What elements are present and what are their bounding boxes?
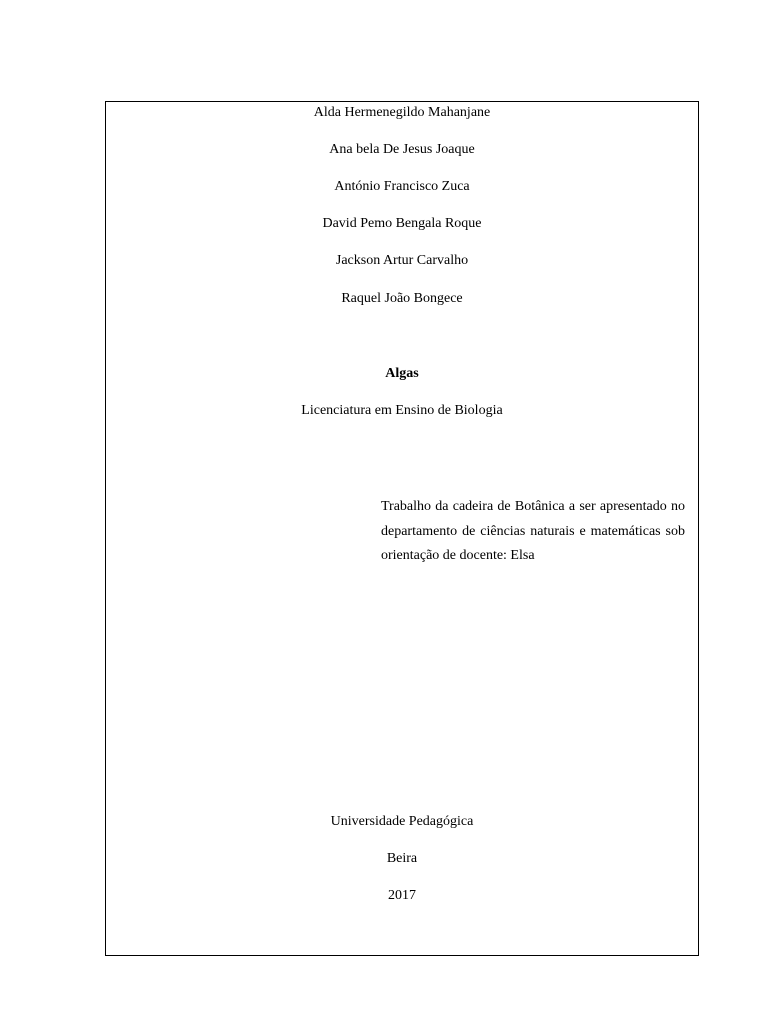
- document-title: Algas: [385, 366, 419, 381]
- author-2: Ana bela De Jesus Joaque: [329, 142, 475, 157]
- author-1: Alda Hermenegildo Mahanjane: [313, 105, 491, 120]
- author-3: António Francisco Zuca: [334, 179, 470, 194]
- page-border: [105, 101, 699, 956]
- author-5: Jackson Artur Carvalho: [335, 253, 469, 268]
- year: 2017: [388, 888, 416, 903]
- abstract-paragraph: Trabalho da cadeira de Botânica a ser apresentado no departamento de ciências naturais e matemáticas sob orientação de docente: Elsa: [381, 499, 685, 564]
- course-name: Licenciatura em Ensino de Biologia: [301, 403, 503, 418]
- city-name: Beira: [386, 851, 418, 866]
- author-6: Raquel João Bongece: [341, 291, 463, 306]
- institution-name: Universidade Pedagógica: [330, 814, 474, 829]
- author-4: David Pemo Bengala Roque: [322, 216, 482, 231]
